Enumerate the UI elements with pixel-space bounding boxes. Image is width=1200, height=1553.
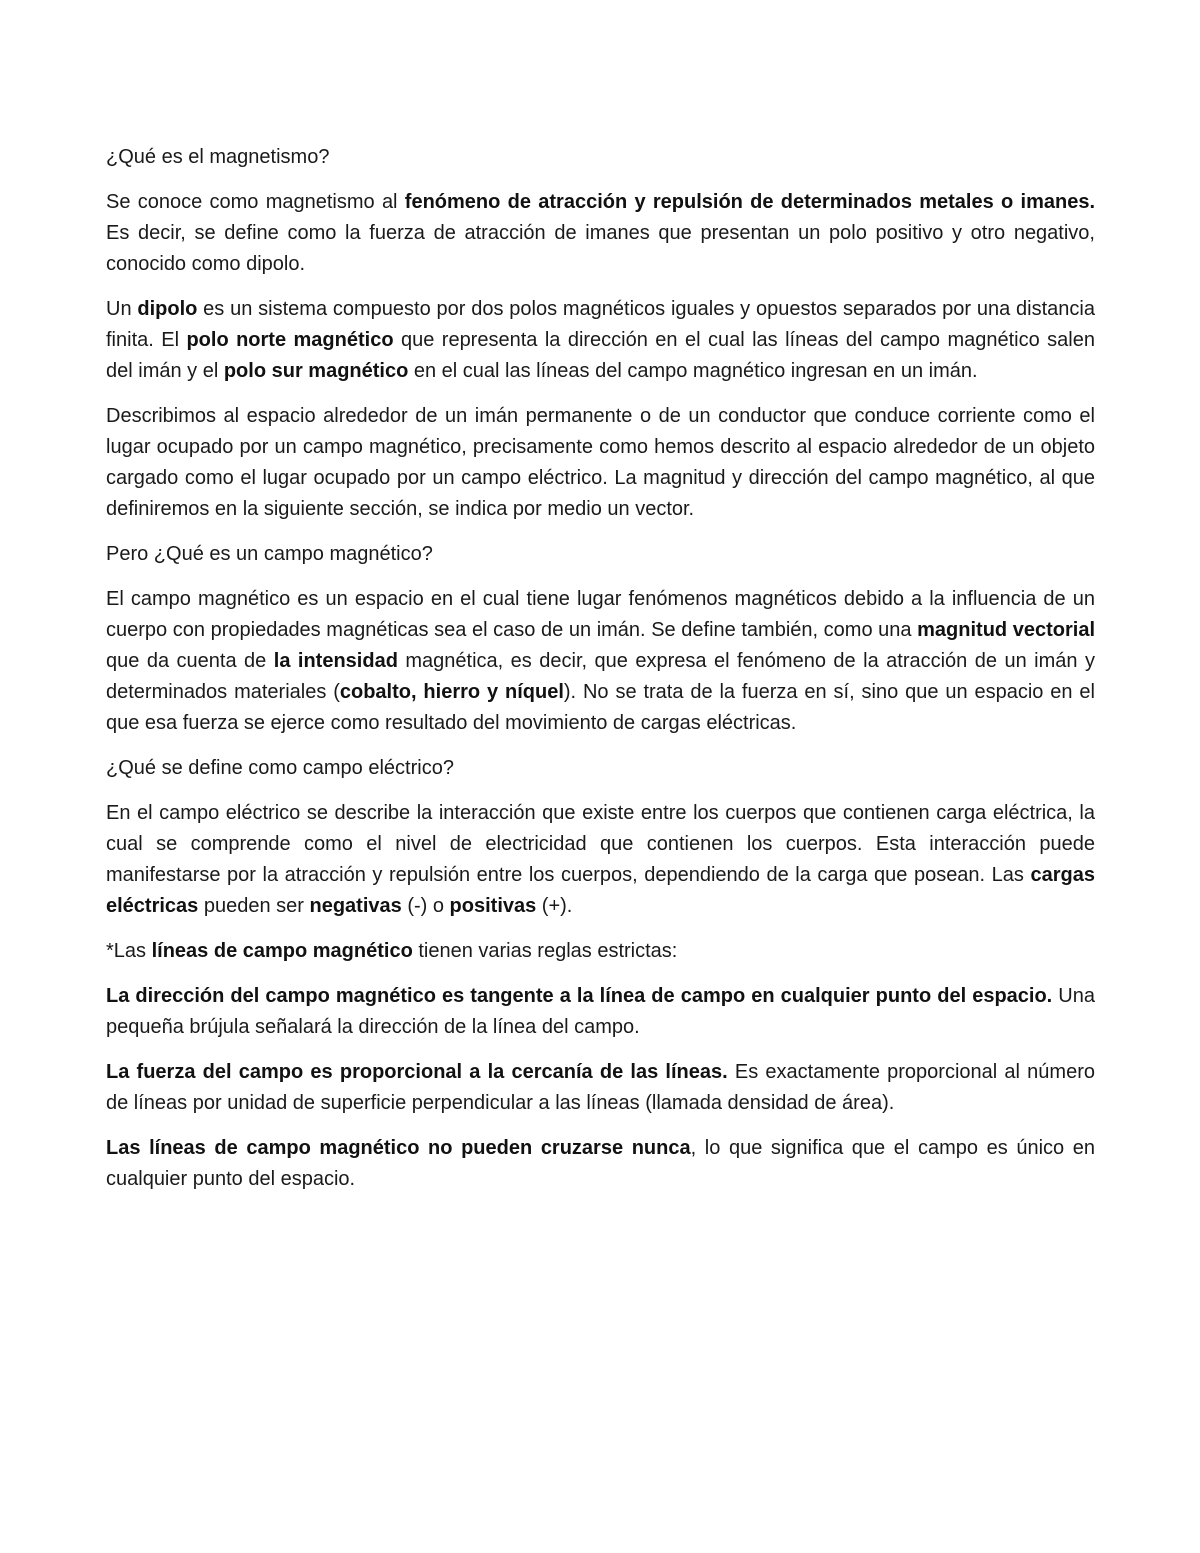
question-what-is-magnetism: ¿Qué es el magnetismo? [106, 146, 330, 168]
bold-run: dipolo [137, 298, 198, 320]
text-run: Una pequeña brújula señalará la dirección de la línea del campo. [106, 985, 1095, 1038]
bold-run: cargas eléctricas [106, 864, 1095, 917]
text-run: que da cuenta de [106, 650, 274, 672]
bold-run: la intensidad [273, 650, 398, 672]
paragraph-rules-intro [106, 936, 1095, 967]
paragraph-magnetic-field [106, 584, 1095, 739]
text-run: El campo magnético es un espacio en el cual tiene lugar fenómenos magnéticos debido a la influencia de un cuerpo con propiedades magnéticas sea el caso de un imán. Se define también, como una [106, 588, 1095, 641]
paragraph-rule-no-crossing [106, 1133, 1095, 1195]
bold-run: polo sur magnético [223, 360, 409, 382]
text-run: , lo que significa que el campo es único en cualquier punto del espacio. [106, 1137, 1096, 1190]
bold-run: magnitud vectorial [917, 619, 1095, 641]
bold-run: polo norte magnético [186, 329, 394, 351]
paragraph-rule-direction [106, 981, 1095, 1043]
text-run: *Las [106, 940, 152, 962]
paragraph-magnetism-definition [106, 187, 1095, 280]
text-run: (+). [536, 895, 573, 917]
question-what-is-magnetic-field: Pero ¿Qué es un campo magnético? [106, 543, 433, 565]
text-run: (-) o [401, 895, 450, 917]
bold-run: positivas [449, 895, 537, 917]
question-what-is-electric-field: ¿Qué se define como campo eléctrico? [106, 757, 454, 779]
text-run: pueden ser [198, 895, 310, 917]
paragraph-rule-strength [106, 1057, 1095, 1119]
bold-run: negativas [309, 895, 402, 917]
bold-run: Las líneas de campo magnético no pueden cruzarse nunca [106, 1137, 691, 1159]
document-page [106, 142, 1095, 1209]
text-run: es un sistema compuesto por dos polos magnéticos iguales y opuestos separados por una distancia finita. El [106, 298, 1095, 351]
bold-run: cobalto, hierro y níquel [339, 681, 564, 703]
paragraph-dipole [106, 294, 1095, 387]
paragraph-electric-field [106, 798, 1095, 922]
bold-run: La fuerza del campo es proporcional a la cercanía de las líneas. [106, 1061, 728, 1083]
text-run: Es decir, se define como la fuerza de atracción de imanes que presentan un polo positivo y otro negativo, conocido como dipolo. [106, 222, 1095, 275]
text-run: en el cual las líneas del campo magnético ingresan en un imán. [408, 360, 978, 382]
text-run: ). No se trata de la fuerza en sí, sino que un espacio en el que esa fuerza se ejerce como resultado del movimiento de cargas eléctricas. [106, 681, 1096, 734]
text-run: Se conoce como magnetismo al [106, 191, 405, 213]
paragraph-space-around-magnet: Describimos al espacio alrededor de un imán permanente o de un conductor que conduce corriente como el lugar ocupado por un campo magnético, precisamente como hemos descrito al espacio alrededor de un objeto cargado como el lugar ocupado por un campo eléctrico. La magnitud y dirección del campo magnético, al que definiremos en la siguiente sección, se indica por medio un vector. [106, 405, 1095, 520]
text-run: que representa la dirección en el cual las líneas del campo magnético salen del imán y el [106, 329, 1095, 382]
text-run: Es exactamente proporcional al número de líneas por unidad de superficie perpendicular a las líneas (llamada densidad de área). [106, 1061, 1095, 1114]
text-run: tienen varias reglas estrictas: [412, 940, 678, 962]
text-run: Un [106, 298, 138, 320]
text-run: magnética, es decir, que expresa el fenómeno de la atracción de un imán y determinados materiales ( [106, 650, 1095, 703]
text-run: En el campo eléctrico se describe la interacción que existe entre los cuerpos que contienen carga eléctrica, la cual se comprende como el nivel de electricidad que contienen los cuerpos. Esta interacción puede manifestarse por la atracción y repulsión entre los cuerpos, dependiendo de la carga que posean. Las [106, 802, 1095, 886]
bold-run: fenómeno de atracción y repulsión de determinados metales o imanes. [404, 191, 1095, 213]
bold-run: líneas de campo magnético [151, 940, 413, 962]
bold-run: La dirección del campo magnético es tangente a la línea de campo en cualquier punto del espacio. [106, 985, 1053, 1007]
